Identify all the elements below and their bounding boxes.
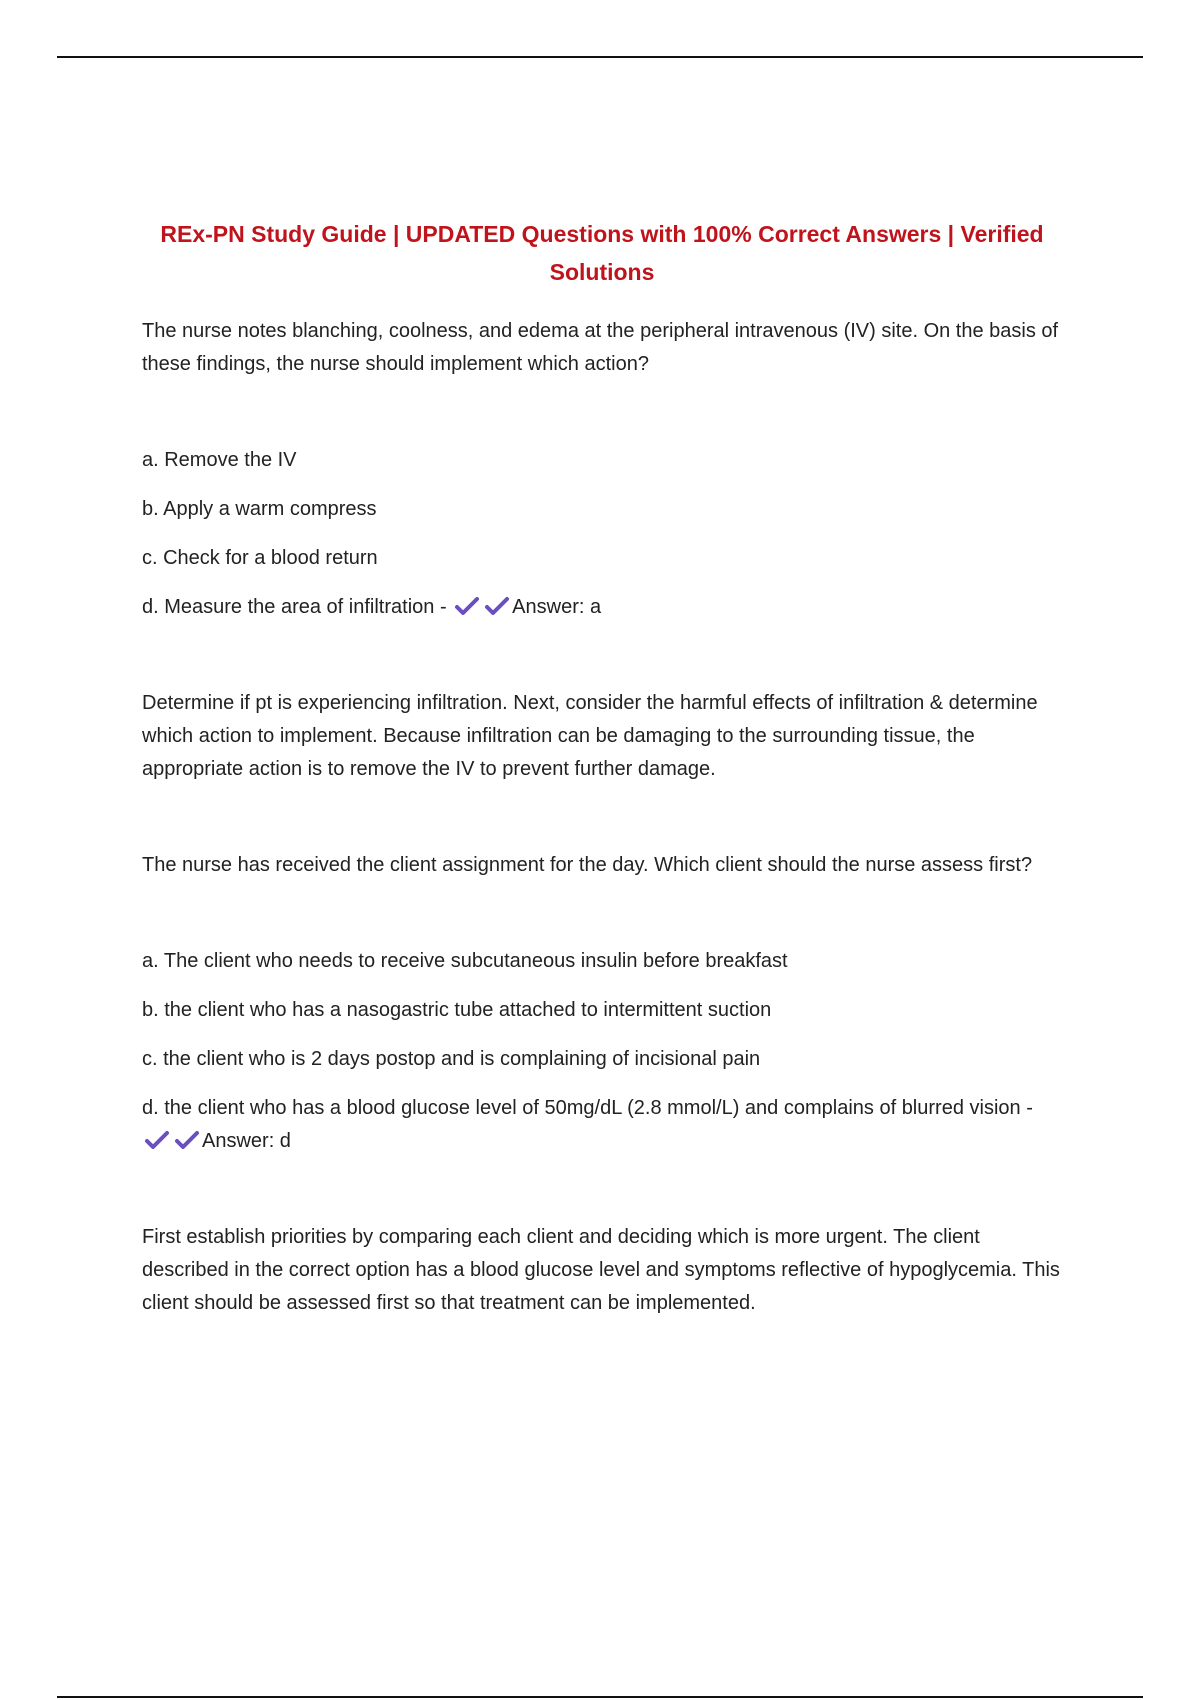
checkmark-icon bbox=[484, 596, 510, 616]
question-stem: The nurse notes blanching, coolness, and edema at the peripheral intravenous (IV) site. On the basis of these findings, the nurse should implement which action? bbox=[142, 320, 1059, 375]
checkmark-icon bbox=[174, 1130, 200, 1150]
rationale-text: Determine if pt is experiencing infiltration. Next, consider the harmful effects of infiltration & determine which action to implement. Because infiltration can be damaging to the surrounding tissue, the appropriate action is to remove the IV to prevent further damage. bbox=[142, 692, 1038, 780]
answer-option: a. The client who needs to receive subcutaneous insulin before breakfast bbox=[142, 950, 788, 972]
answer-option: b. the client who has a nasogastric tube attached to intermittent suction bbox=[142, 999, 772, 1021]
document-title: REx-PN Study Guide | UPDATED Questions with 100% Correct Answers | Verified Solutions bbox=[160, 221, 1044, 285]
answer-option-with-answer bbox=[142, 1092, 1062, 1158]
question-stem: The nurse has received the client assignment for the day. Which client should the nurse assess first? bbox=[142, 854, 1033, 876]
document-body bbox=[142, 215, 1062, 1383]
answer-label: Answer: a bbox=[512, 596, 602, 618]
answer-option-text: d. Measure the area of infiltration - bbox=[142, 596, 447, 618]
answer-option: a. Remove the IV bbox=[142, 449, 297, 471]
checkmark-icon bbox=[454, 596, 480, 616]
answer-marker bbox=[142, 1130, 291, 1152]
answer-option-text: d. the client who has a blood glucose level of 50mg/dL (2.8 mmol/L) and complains of blurred vision - bbox=[142, 1097, 1033, 1119]
answer-option-with-answer bbox=[142, 591, 1062, 624]
header-divider bbox=[57, 56, 1143, 58]
checkmark-icon bbox=[144, 1130, 170, 1150]
answer-label: Answer: d bbox=[202, 1130, 291, 1152]
rationale-text: First establish priorities by comparing each client and deciding which is more urgent. The client described in the correct option has a blood glucose level and symptoms reflective of hypoglycemia. This client should be assessed first so that treatment can be implemented. bbox=[142, 1226, 1060, 1314]
answer-option: c. the client who is 2 days postop and is complaining of incisional pain bbox=[142, 1048, 761, 1070]
answer-option: b. Apply a warm compress bbox=[142, 498, 377, 520]
footer-divider bbox=[57, 1696, 1143, 1698]
answer-marker bbox=[452, 596, 601, 618]
answer-option: c. Check for a blood return bbox=[142, 547, 378, 569]
